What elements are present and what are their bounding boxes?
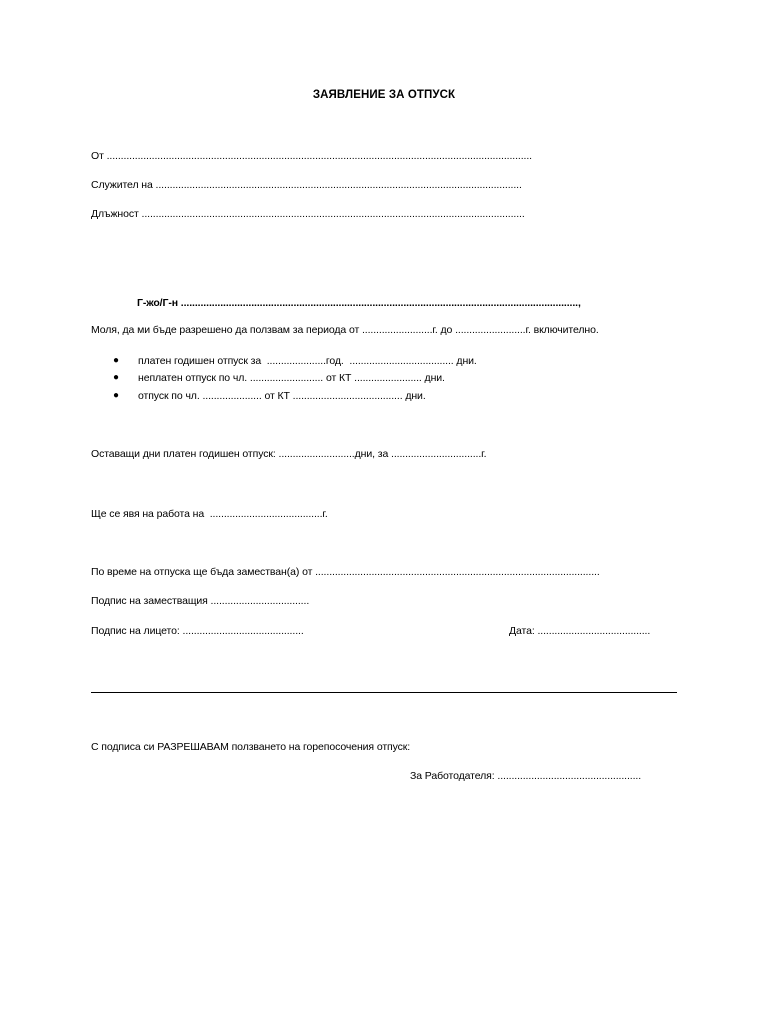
date-line: Дата: ........................................	[509, 625, 651, 637]
request-line: Моля, да ми бъде разрешено да ползвам за периода от .........................г. до .........................г. включително.	[91, 324, 599, 336]
document-title: ЗАЯВЛЕНИЕ ЗА ОТПУСК	[312, 89, 456, 101]
position-line: Длъжност ........................................................................................................................................	[91, 208, 525, 220]
from-line: От .......................................................................................................................................................	[91, 150, 532, 162]
return-to-work-line: Ще се явя на работа на ........................................г.	[91, 508, 328, 520]
bullet-2-symbol: ●	[113, 372, 120, 383]
approval-line: С подписа си РАЗРЕШАВАМ ползването на горепосочения отпуск:	[91, 741, 411, 753]
employee-line: Служител на ..................................................................................................................................	[91, 179, 522, 191]
bullet-3-symbol: ●	[113, 390, 120, 401]
addressee-line: Г-жо/Г-н .............................................................................................................................................,	[137, 297, 581, 309]
remaining-days-line: Оставащи дни платен годишен отпуск: ...........................дни, за ................................г.	[91, 448, 487, 460]
employer-signature-line: За Работодателя: ...................................................	[410, 770, 642, 782]
bullet-other-leave: отпуск по чл. ..................... от КТ ....................................... дни.	[138, 390, 426, 402]
person-signature-line: Подпис на лицето: ...........................................	[91, 625, 304, 637]
substitute-signature-line: Подпис на заместващия ...................................	[91, 595, 310, 607]
bullet-1-symbol: ●	[113, 355, 120, 366]
separator-rule	[91, 692, 677, 693]
substitute-line: По време на отпуска ще бъда заместван(а) от .....................................................................................................	[91, 566, 600, 578]
bullet-unpaid-leave: неплатен отпуск по чл. .......................... от КТ ........................ дни.	[138, 372, 445, 384]
bullet-paid-leave: платен годишен отпуск за .....................год. ..................................... дни.	[138, 355, 477, 367]
